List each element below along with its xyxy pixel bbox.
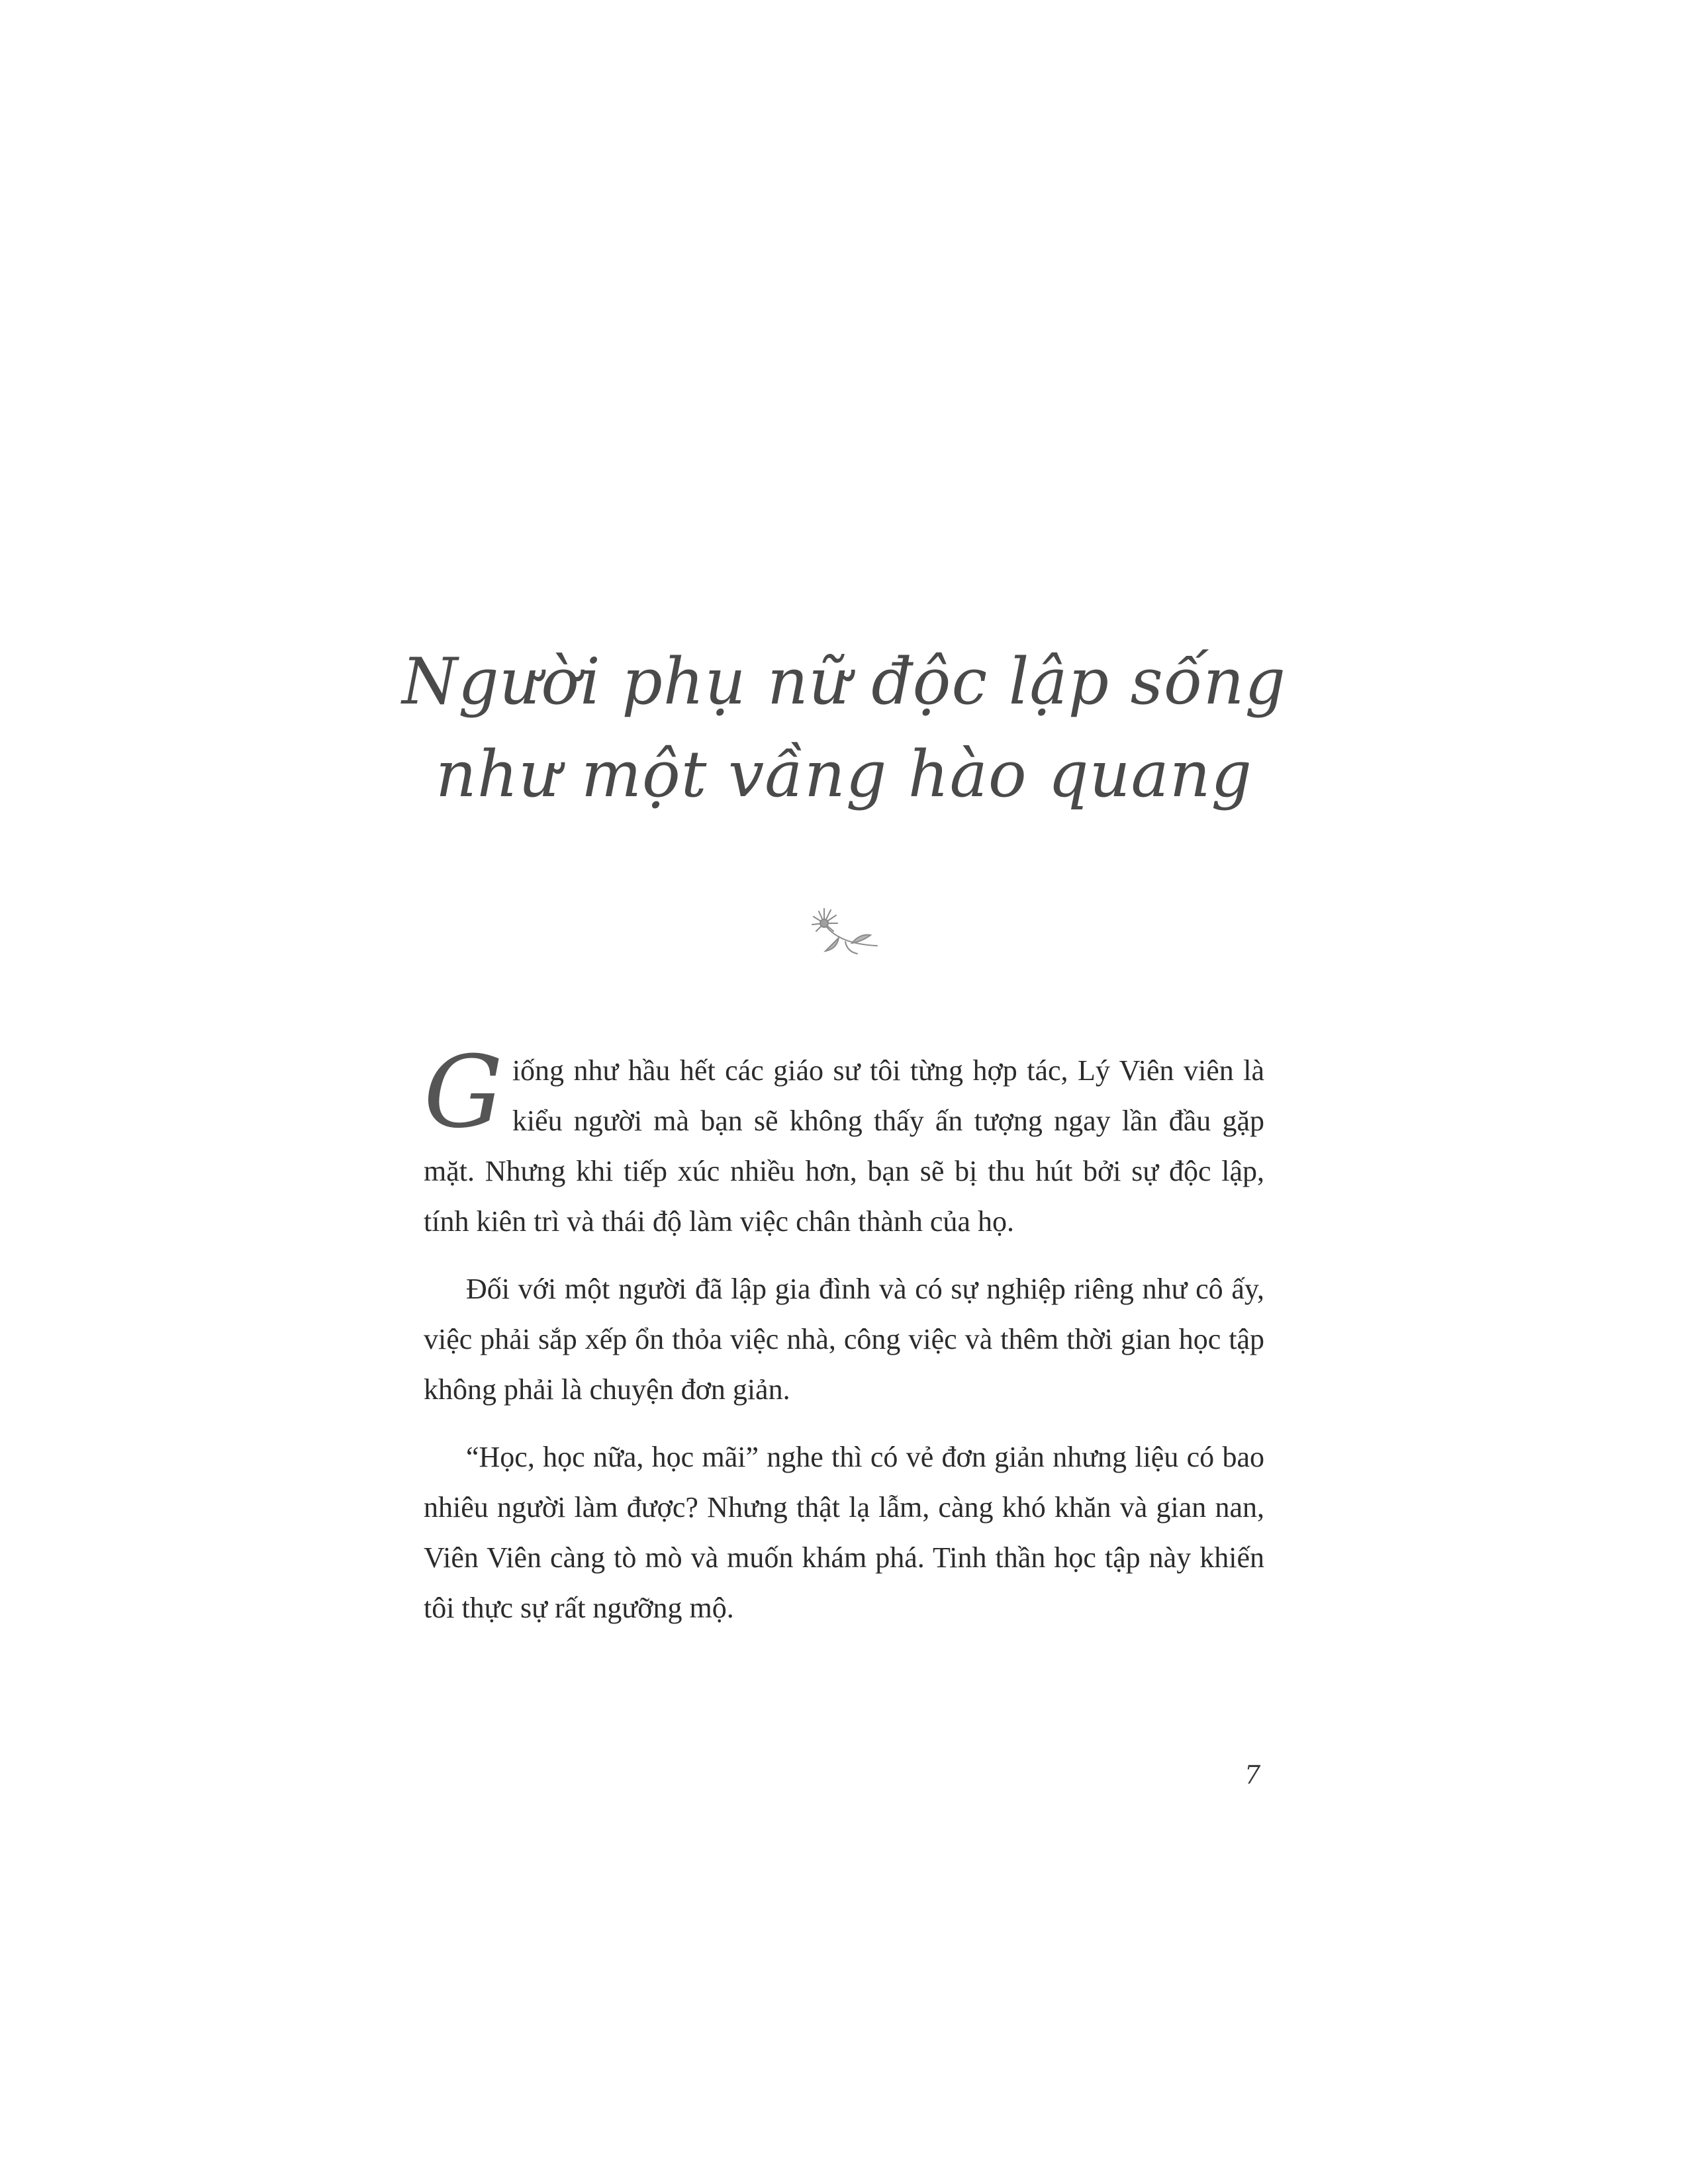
dandelion-flower-icon xyxy=(804,897,884,956)
page-number: 7 xyxy=(1244,1760,1261,1790)
body-text xyxy=(424,1035,1264,1651)
chapter-title-line-1: Người phụ nữ độc lập sống xyxy=(402,645,1286,719)
paragraph-2: Đối với một người đã lập gia đình và có sự nghiệp riêng như cô ấy, việc phải sắp xếp ổn thỏa việc nhà, công việc và thêm thời gian học tập không phải là chuyện đơn giản. xyxy=(424,1273,1264,1406)
paragraph-1 xyxy=(424,1035,1264,1247)
paragraph-3: “Học, học nữa, học mãi” nghe thì có vẻ đơn giản nhưng liệu có bao nhiêu người làm được? Nhưng thật lạ lẫm, càng khó khăn và gian nan, Viên Viên càng tò mò và muốn khám phá. Tinh thần học tập này khiến tôi thực sự rất ngưỡng mộ. xyxy=(424,1441,1264,1624)
chapter-title-line-2: như một vầng hào quang xyxy=(436,737,1252,811)
chapter-title xyxy=(397,635,1291,821)
drop-cap: G xyxy=(424,1035,503,1150)
paragraph-1-text: iống như hầu hết các giáo sư tôi từng hợp tác, Lý Viên viên là kiểu người mà bạn sẽ không thấy ấn tượng ngay lần đầu gặp mặt. Nhưng khi tiếp xúc nhiều hơn, bạn sẽ bị thu hút bởi sự độc lập, tính kiên trì và thái độ làm việc chân thành của họ. xyxy=(424,1054,1264,1238)
